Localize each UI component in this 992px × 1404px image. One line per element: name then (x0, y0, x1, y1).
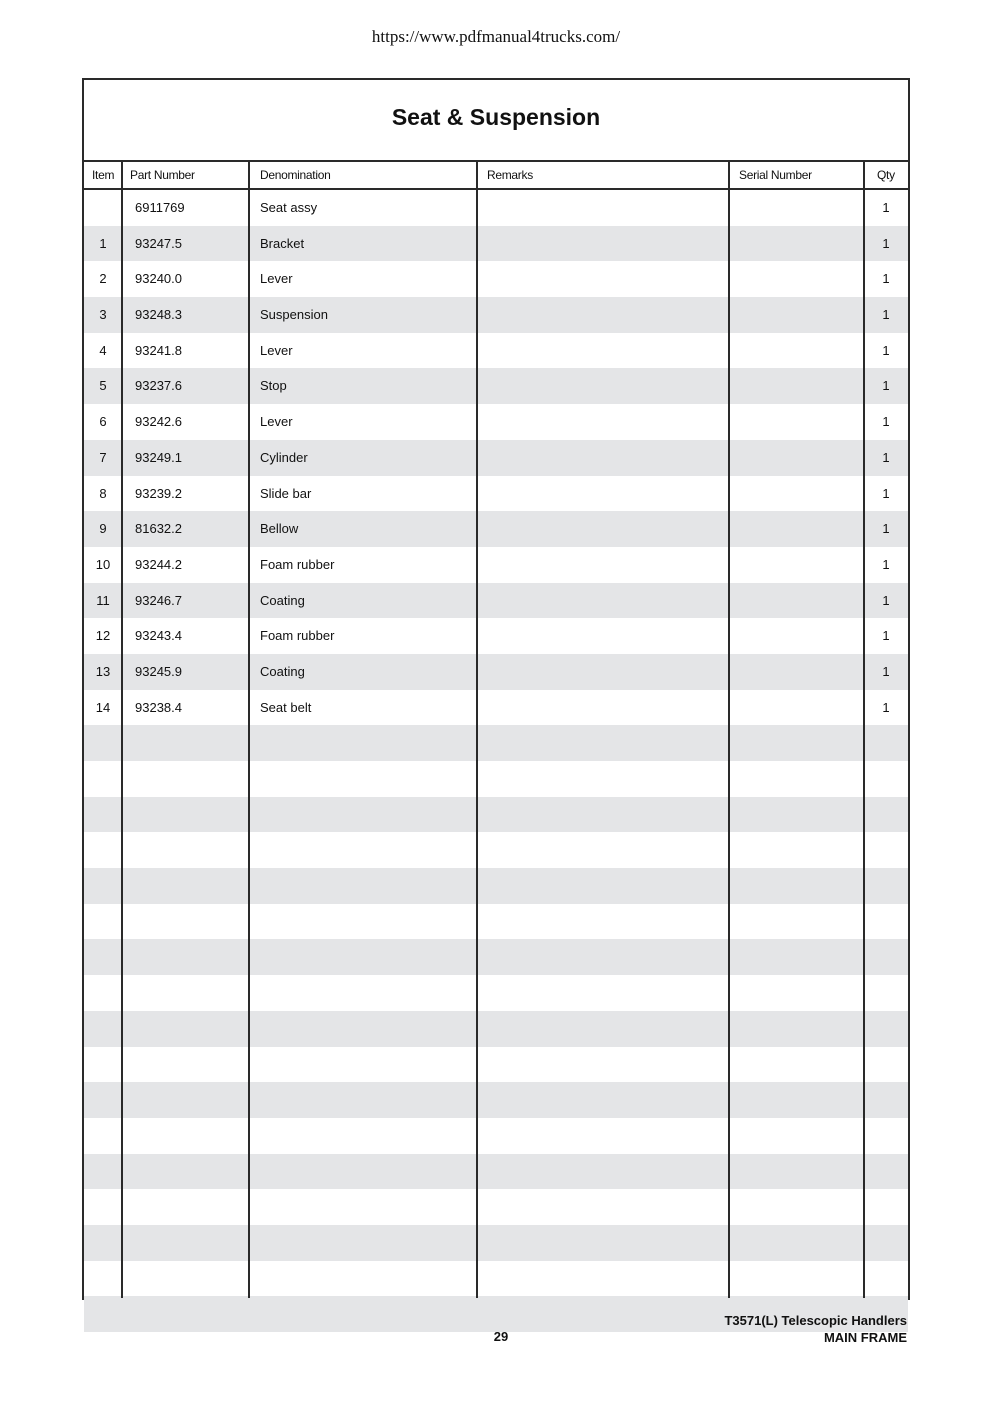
table-row (84, 1047, 908, 1083)
part-number-cell: 93240.0 (135, 271, 182, 287)
denomination-cell: Bellow (260, 521, 299, 537)
table-row (84, 975, 908, 1011)
qty-cell: 1 (882, 628, 890, 644)
qty-cell: 1 (882, 235, 890, 251)
item-cell: 6 (99, 414, 107, 430)
item-cell: 3 (99, 307, 107, 323)
column-header-denomination: Denomination (260, 168, 331, 182)
table-row (84, 832, 908, 868)
item-cell: 2 (99, 271, 107, 287)
table-row (84, 511, 908, 547)
part-number-cell: 93243.4 (135, 628, 182, 644)
denomination-cell: Coating (260, 592, 305, 608)
table-row (84, 904, 908, 940)
table-row (84, 261, 908, 297)
qty-cell: 1 (882, 414, 890, 430)
part-number-cell: 93249.1 (135, 449, 182, 465)
denomination-cell: Bracket (260, 235, 305, 251)
page-number: 29 (493, 1329, 509, 1344)
qty-cell: 1 (882, 663, 890, 679)
column-divider (863, 162, 865, 1298)
denomination-cell: Coating (260, 663, 305, 679)
table-row (84, 690, 908, 726)
qty-cell: 1 (882, 307, 890, 323)
column-header-remarks: Remarks (487, 168, 533, 182)
table-row (84, 547, 908, 583)
column-divider (248, 162, 250, 1298)
table-row (84, 654, 908, 690)
table-row (84, 440, 908, 476)
part-number-cell: 93247.5 (135, 235, 182, 251)
footer-section: MAIN FRAME (823, 1330, 907, 1345)
table-row (84, 333, 908, 369)
part-number-cell: 93241.8 (135, 342, 182, 358)
denomination-cell: Cylinder (260, 449, 308, 465)
table-row (84, 868, 908, 904)
part-number-cell: 93245.9 (135, 663, 182, 679)
table-row (84, 1225, 908, 1261)
part-number-cell: 6911769 (135, 200, 185, 215)
table-row (84, 725, 908, 761)
item-cell: 8 (99, 485, 107, 501)
table-row (84, 618, 908, 654)
part-number-cell: 81632.2 (135, 521, 182, 537)
denomination-cell: Lever (260, 342, 293, 358)
table-row (84, 1082, 908, 1118)
table-row (84, 583, 908, 619)
qty-cell: 1 (882, 449, 890, 465)
qty-cell: 1 (882, 200, 890, 215)
denomination-cell: Suspension (260, 307, 328, 323)
page-title: Seat & Suspension (391, 103, 601, 130)
table-row (84, 1189, 908, 1225)
item-cell: 9 (99, 521, 107, 537)
parts-table-frame (82, 78, 910, 1300)
part-number-cell: 93244.2 (135, 556, 182, 572)
denomination-cell: Foam rubber (260, 556, 335, 572)
part-number-cell: 93237.6 (135, 378, 182, 394)
table-row (84, 1261, 908, 1297)
item-cell: 7 (99, 449, 107, 465)
table-row (84, 797, 908, 833)
table-row (84, 368, 908, 404)
table-row (84, 190, 908, 226)
denomination-cell: Seat belt (260, 699, 312, 715)
qty-cell: 1 (882, 592, 890, 608)
source-url: https://www.pdfmanual4trucks.com/ (371, 27, 621, 46)
denomination-cell: Lever (260, 414, 293, 430)
footer-model: T3571(L) Telescopic Handlers (724, 1313, 907, 1328)
qty-cell: 1 (882, 485, 890, 501)
table-row (84, 1011, 908, 1047)
column-divider (476, 162, 478, 1298)
part-number-cell: 93242.6 (135, 414, 182, 430)
qty-cell: 1 (882, 342, 890, 358)
column-header-serial-number: Serial Number (739, 168, 812, 182)
parts-table (84, 162, 908, 1298)
table-row (84, 297, 908, 333)
denomination-cell: Foam rubber (260, 628, 335, 644)
item-cell: 12 (95, 628, 111, 644)
item-cell: 5 (99, 378, 107, 394)
table-row (84, 939, 908, 975)
table-row (84, 1118, 908, 1154)
column-header-qty: Qty (877, 168, 895, 182)
column-header-item: Item (92, 168, 115, 182)
part-number-cell: 93246.7 (135, 592, 182, 608)
table-row (84, 761, 908, 797)
table-row (84, 1154, 908, 1190)
denomination-cell: Lever (260, 271, 293, 287)
item-cell: 13 (95, 663, 111, 679)
qty-cell: 1 (882, 699, 890, 715)
denomination-cell: Slide bar (260, 485, 312, 501)
item-cell: 14 (95, 699, 111, 715)
item-cell: 4 (99, 342, 107, 358)
denomination-cell: Stop (260, 378, 287, 394)
table-body (84, 190, 908, 1332)
qty-cell: 1 (882, 556, 890, 572)
qty-cell: 1 (882, 271, 890, 287)
table-row (84, 404, 908, 440)
table-header (84, 162, 908, 190)
table-row (84, 226, 908, 262)
denomination-cell: Seat assy (260, 200, 318, 215)
qty-cell: 1 (882, 521, 890, 537)
part-number-cell: 93239.2 (135, 485, 182, 501)
column-divider (728, 162, 730, 1298)
item-cell: 11 (96, 592, 110, 608)
column-header-part-number: Part Number (130, 168, 195, 182)
qty-cell: 1 (882, 378, 890, 394)
title-box (84, 80, 908, 162)
part-number-cell: 93238.4 (135, 699, 182, 715)
item-cell: 1 (99, 235, 107, 251)
item-cell: 10 (95, 556, 111, 572)
part-number-cell: 93248.3 (135, 307, 182, 323)
column-divider (121, 162, 123, 1298)
table-row (84, 476, 908, 512)
